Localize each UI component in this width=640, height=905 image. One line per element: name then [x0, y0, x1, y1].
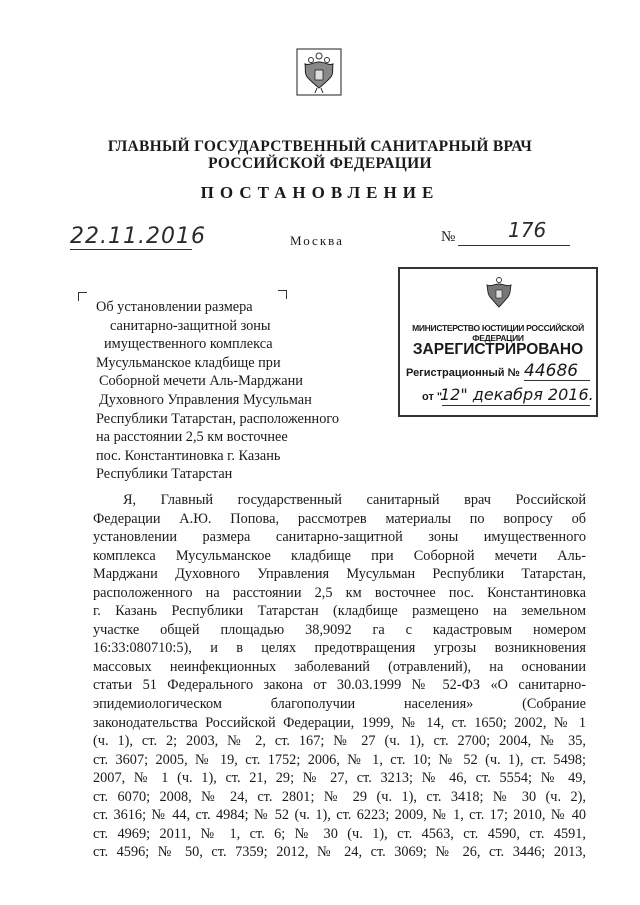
stamp-emblem-icon — [482, 275, 516, 311]
body-line: статьи 51 Федерального закона от 30.03.1999 № 52-ФЗ «О санитарно- — [93, 677, 586, 694]
subject-line: Об установлении размера — [96, 299, 253, 315]
body-line: ст. 4596; № 50, ст. 7359; 2012, № 24, ст. 3069; № 26, ст. 3446; 2013, — [93, 844, 586, 861]
stamp-ministry-name: МИНИСТЕРСТВО ЮСТИЦИИ РОССИЙСКОЙ ФЕДЕРАЦИИ — [412, 323, 584, 343]
stamp-reg-number-label: Регистрационный № — [406, 367, 520, 379]
subject-line: Мусульманское кладбище при — [96, 354, 281, 371]
document-number: 176 — [508, 218, 547, 242]
subject-line: пос. Константиновка г. Казань — [96, 447, 281, 464]
number-label: № — [441, 229, 456, 245]
subject-line: Республики Татарстан — [96, 466, 233, 483]
subject-line: санитарно-защитной зоны — [110, 317, 271, 334]
body-line: ст. 4969; 2011, № 1, ст. 6; № 30 (ч. 1), ст. 4563, ст. 4590, ст. 4591, — [93, 825, 586, 842]
subject-block — [96, 298, 366, 484]
body-line: расположенного на расстоянии 2,5 км восточнее пос. Константиновка — [93, 584, 586, 601]
body-line: ст. 3607; 2005, № 19, ст. 1752; 2006, № 1, ст. 10; № 52 (ч. 1), ст. 5498; — [93, 751, 586, 768]
subject-line: Соборной мечети Аль-Марджани — [99, 373, 303, 390]
stamp-reg-number: 44686 — [524, 361, 579, 381]
subject-line: Республики Татарстан, расположенного — [96, 410, 339, 427]
subject-line: имущественного комплекса — [104, 336, 273, 353]
document-city: Москва — [290, 233, 344, 248]
stamp-registered-label: ЗАРЕГИСТРИРОВАНО — [412, 341, 584, 358]
body-line: (ч. 1), ст. 2; 2003, № 2, ст. 167; № 27 (ч. 1), ст. 2700; 2004, № 35, — [93, 733, 586, 750]
stamp-date-label: от " — [422, 391, 443, 403]
coat-of-arms-emblem — [296, 48, 342, 96]
body-line: комплекса Мусульманское кладбище при Соборной мечети Аль- — [93, 547, 586, 564]
body-line: установлении размера санитарно-защитной зоны имущественного — [93, 529, 586, 546]
body-line: ст. 6070; 2008, № 24, ст. 2801; № 29 (ч. 1), ст. 3418; № 30 (ч. 2), — [93, 788, 586, 805]
document-type-heading: ПОСТАНОВЛЕНИЕ — [200, 183, 440, 202]
body-paragraph — [93, 491, 586, 862]
subject-corner-left — [78, 292, 87, 301]
subject-line: Духовного Управления Мусульман — [99, 391, 312, 408]
body-line: г. Казань Республики Татарстан (кладбище размещено на земельном — [93, 603, 586, 620]
body-line: 2007, № 1 (ч. 1), ст. 21, 29; № 27, ст. 3213; № 46, ст. 5554; № 49, — [93, 770, 586, 787]
number-underline — [458, 245, 570, 246]
body-line: законодательства Российской Федерации, 1999, № 14, ст. 1650; 2002, № 1 — [93, 714, 586, 731]
body-line: ст. 3616; № 44, ст. 4984; № 52 (ч. 1), ст. 6223; 2009, № 1, ст. 17; 2010, № 40 — [93, 807, 586, 824]
body-line: массовых неинфекционных заболеваний (отравлений), на основании — [93, 658, 586, 675]
authority-title: ГЛАВНЫЙ ГОСУДАРСТВЕННЫЙ САНИТАРНЫЙ ВРАЧ — [107, 138, 533, 155]
stamp-reg-underline — [524, 380, 590, 381]
body-line: Я, Главный государственный санитарный врач Российской — [123, 492, 586, 508]
body-line: эпидемиологическом благополучии населения» (Собрание — [93, 696, 586, 713]
date-underline — [70, 249, 192, 250]
stamp-date: 12" декабря 2016. — [440, 385, 594, 404]
subject-line: на расстоянии 2,5 км восточнее — [96, 429, 288, 446]
body-line: Федерации А.Ю. Попова, рассмотрев материалы по вопросу об — [93, 510, 586, 527]
body-line: 16:33:080710:5), и в целях предотвращения угрозы возникновения — [93, 640, 586, 657]
registration-stamp — [398, 267, 598, 417]
document-date: 22.11.2016 — [70, 224, 206, 249]
authority-subtitle: РОССИЙСКОЙ ФЕДЕРАЦИИ — [208, 155, 432, 172]
body-line: Марджани Духовного Управления Мусульман Республики Татарстан, — [93, 566, 586, 583]
body-line: участке общей площадью 38,9092 га с кадастровым номером — [93, 621, 586, 638]
stamp-date-underline — [442, 405, 590, 406]
